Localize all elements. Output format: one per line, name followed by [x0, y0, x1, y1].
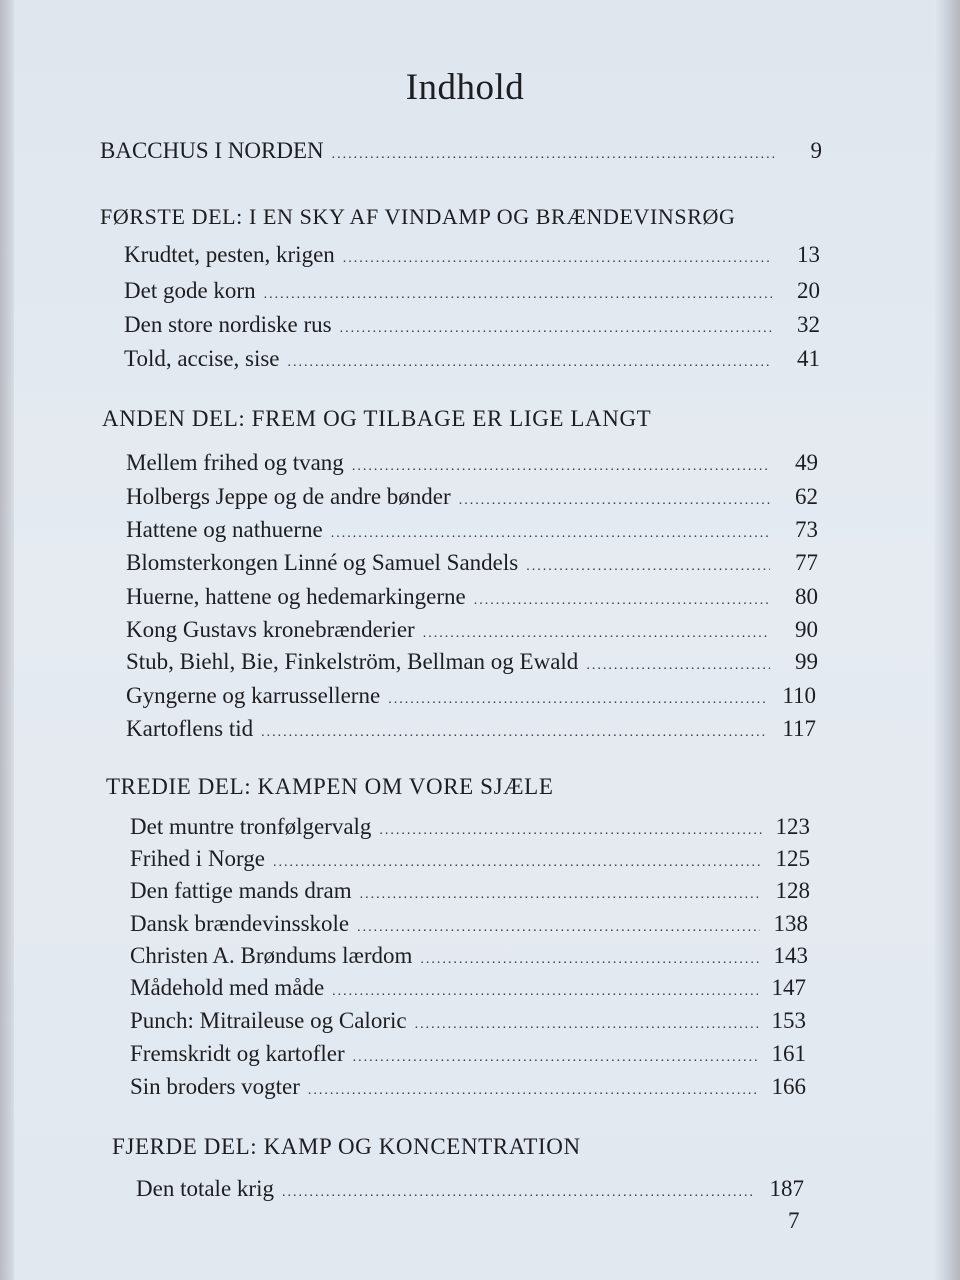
toc-entry-label: Fremskridt og kartofler — [130, 1041, 345, 1066]
toc-entry-label: Krudtet, pesten, krigen — [124, 242, 335, 267]
toc-entry — [126, 484, 818, 510]
toc-entry-label: Stub, Biehl, Bie, Finkelström, Bellman og Ewald — [126, 649, 579, 674]
toc-entry-page: 32 — [797, 312, 820, 337]
dot-leader — [332, 147, 774, 163]
toc-entry-page: 161 — [771, 1041, 806, 1066]
toc-entry-label: Det muntre tronfølgervalg — [130, 814, 372, 839]
toc-entry — [126, 517, 818, 543]
toc-entry-label: Den fattige mands dram — [130, 878, 352, 903]
toc-entry-label: Holbergs Jeppe og de andre bønder — [126, 484, 451, 509]
dot-leader — [282, 1185, 756, 1201]
toc-entry — [130, 1074, 806, 1100]
toc-entry-label: Mellem frihed og tvang — [126, 450, 344, 475]
part-heading-3: TREDIE DEL: KAMPEN OM VORE SJÆLE — [106, 774, 554, 799]
toc-entry-label: Dansk brændevinsskole — [130, 911, 350, 936]
toc-entry — [126, 617, 818, 643]
dot-leader — [331, 526, 770, 542]
toc-entry — [130, 975, 806, 1001]
dot-leader — [353, 1050, 758, 1066]
dot-leader — [273, 855, 762, 871]
dot-leader — [261, 725, 768, 741]
toc-entry-page: 110 — [782, 683, 816, 708]
part-heading-4: FJERDE DEL: KAMP OG KONCENTRATION — [112, 1134, 581, 1159]
toc-entry-page: 128 — [775, 878, 810, 903]
dot-leader — [423, 626, 770, 642]
toc-entry-page: 138 — [773, 911, 808, 936]
toc-entry-page: 77 — [795, 550, 818, 575]
toc-entry-page: 147 — [771, 975, 806, 1000]
toc-entry-page: 9 — [810, 138, 822, 163]
toc-entry-label: Sin broders vogter — [130, 1074, 300, 1099]
toc-entry — [130, 943, 808, 969]
toc-entry-label: Kong Gustavs kronebrænderier — [126, 617, 415, 642]
toc-entry-label: Punch: Mitraileuse og Caloric — [130, 1008, 407, 1033]
dot-leader — [343, 251, 772, 267]
toc-entry-page: 143 — [773, 943, 808, 968]
part-heading-1: FØRSTE DEL: I EN SKY AF VINDAMP OG BRÆNDEVINSRØG — [100, 204, 736, 229]
toc-entry-label: Den store nordiske rus — [124, 312, 332, 337]
dot-leader — [360, 887, 762, 903]
toc-entry-page: 125 — [775, 846, 810, 871]
dot-leader — [357, 920, 760, 936]
toc-entry-page: 49 — [795, 450, 818, 475]
part-heading-2: ANDEN DEL: FREM OG TILBAGE ER LIGE LANGT — [102, 406, 652, 431]
toc-entry-label: Huerne, hattene og hedemarkingerne — [126, 584, 466, 609]
toc-entry-label: Den totale krig — [136, 1176, 274, 1201]
toc-entry-page: 62 — [795, 484, 818, 509]
toc-entry-page: 90 — [795, 617, 818, 642]
toc-entry-page: 80 — [795, 584, 818, 609]
toc-entry-label: Told, accise, sise — [124, 346, 280, 371]
page-number: 7 — [788, 1208, 800, 1233]
toc-entry — [130, 1008, 806, 1034]
toc-entry-page: 123 — [775, 814, 810, 839]
toc-entry — [130, 814, 810, 840]
toc-entry — [136, 1176, 804, 1202]
toc-entry — [126, 649, 818, 675]
toc-entry-page: 153 — [771, 1008, 806, 1033]
dot-leader — [459, 493, 770, 509]
dot-leader — [308, 1083, 758, 1099]
dot-leader — [420, 952, 760, 968]
toc-entry-label: Gyngerne og karrussellerne — [126, 683, 381, 708]
dot-leader — [264, 287, 772, 303]
toc-entry-intro — [100, 138, 822, 164]
toc-entry-page: 117 — [782, 716, 816, 741]
toc-entry-label: Hattene og nathuerne — [126, 517, 323, 542]
toc-entry — [126, 716, 816, 742]
toc-entry — [124, 242, 820, 268]
toc-entry-page: 187 — [769, 1176, 804, 1201]
toc-entry-label: Blomsterkongen Linné og Samuel Sandels — [126, 550, 519, 575]
dot-leader — [415, 1017, 758, 1033]
toc-entry-label: Mådehold med måde — [130, 975, 325, 1000]
toc-entry — [126, 584, 818, 610]
dot-leader — [288, 355, 772, 371]
dot-leader — [340, 321, 772, 337]
toc-entry-label: Kartoflens tid — [126, 716, 254, 741]
toc-entry — [124, 312, 820, 338]
dot-leader — [388, 692, 768, 708]
dot-leader — [352, 459, 770, 475]
dot-leader — [332, 984, 758, 1000]
toc-entry-label: Christen A. Brøndums lærdom — [130, 943, 413, 968]
toc-entry-label: Frihed i Norge — [130, 846, 266, 871]
dot-leader — [586, 658, 770, 674]
toc-entry — [130, 1041, 806, 1067]
toc-entry-label: Det gode korn — [124, 278, 256, 303]
toc-entry — [124, 278, 820, 304]
dot-leader — [474, 593, 770, 609]
toc-entry — [130, 911, 808, 937]
toc-entry — [126, 450, 818, 476]
toc-entry — [130, 878, 810, 904]
dot-leader — [379, 823, 762, 839]
toc-entry-label: BACCHUS I NORDEN — [100, 138, 324, 163]
toc-entry-page: 99 — [795, 649, 818, 674]
toc-entry — [126, 683, 816, 709]
toc-entry-page: 20 — [797, 278, 820, 303]
toc-entry-page: 73 — [795, 517, 818, 542]
toc-entry-page: 166 — [771, 1074, 806, 1099]
toc-entry-page: 13 — [797, 242, 820, 267]
page-title: Indhold — [405, 67, 525, 108]
toc-entry — [126, 550, 818, 576]
dot-leader — [526, 559, 770, 575]
toc-entry — [130, 846, 810, 872]
toc-entry — [124, 346, 820, 372]
toc-entry-page: 41 — [797, 346, 820, 371]
